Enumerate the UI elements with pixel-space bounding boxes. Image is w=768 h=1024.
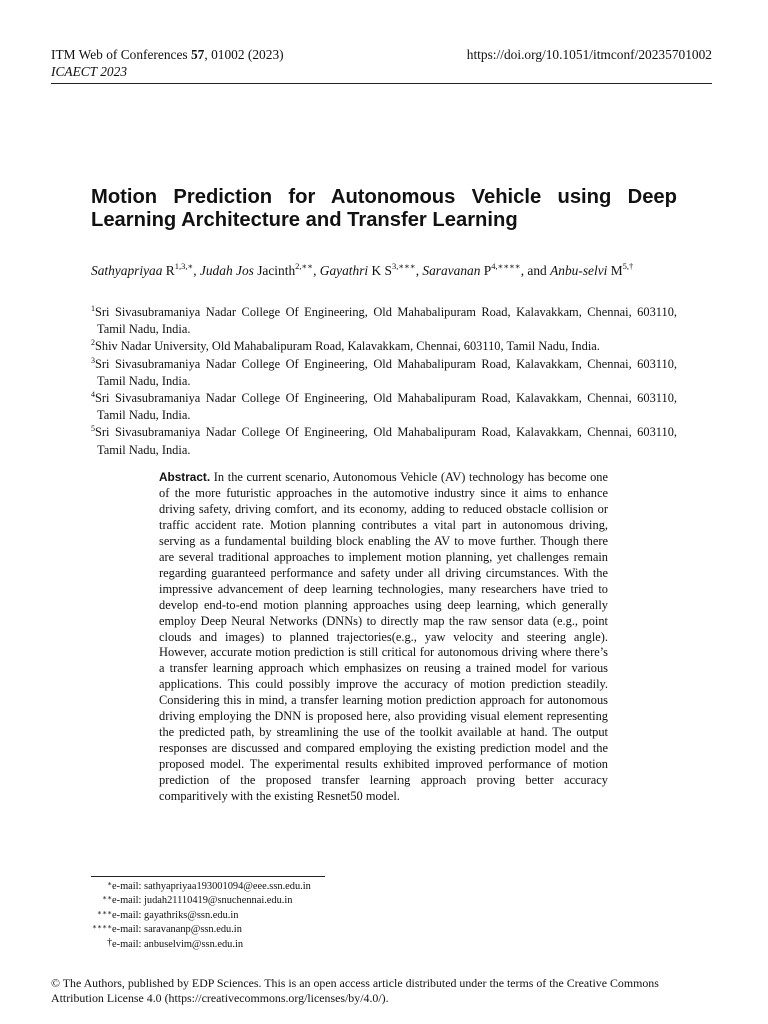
affiliation-item (91, 338, 677, 355)
footnote-item (91, 880, 311, 894)
license-notice: © The Authors, published by EDP Sciences. This is an open access article distributed under the terms of the Creative Commons Attribution License 4.0 (https://creativecommons.org/licenses/by/4.0/). (51, 976, 659, 1005)
journal-issue: , 01002 (2023) (204, 47, 284, 62)
journal-name: ITM Web of Conferences (51, 47, 191, 62)
footnote-list (91, 880, 311, 952)
author-4-family: P (480, 263, 492, 278)
footnote-item (91, 923, 311, 937)
author-separator: , (313, 263, 320, 278)
author-3-marks: 3,∗∗∗ (391, 261, 416, 271)
affiliation-number: 5 (91, 424, 95, 434)
affiliation-item (91, 304, 677, 338)
author-2-given: Judah Jos (199, 263, 254, 278)
footnote-item (91, 938, 311, 952)
author-3-family: K S (368, 263, 392, 278)
affiliation-item (91, 356, 677, 390)
journal-citation (51, 46, 284, 63)
author-4-given: Saravanan (422, 263, 481, 278)
footnote-mark: ∗∗ (101, 893, 112, 903)
footnote-email[interactable]: e-mail: judah21110419@snuchennai.edu.in (112, 895, 293, 907)
doi-link[interactable]: https://doi.org/10.1051/itmconf/20235701002 (466, 47, 712, 62)
affiliation-text: Shiv Nadar University, Old Mahabalipuram Road, Kalavakkam, Chennai, 603110, Tamil Nadu, India. (95, 339, 600, 354)
footnote-mark: ∗ (106, 879, 112, 888)
running-header (51, 46, 712, 80)
author-3-given: Gayathri (319, 263, 369, 278)
conference-name: ICAECT 2023 (51, 64, 128, 79)
affiliation-number: 2 (91, 338, 95, 348)
author-1-marks: 1,3,∗ (174, 261, 194, 271)
footnote-mark: ∗∗∗∗ (91, 922, 112, 932)
abstract-label: Abstract. (159, 470, 211, 484)
affiliation-text: Sri Sivasubramaniya Nadar College Of Engineering, Old Mahabalipuram Road, Kalavakkam, Chennai, 603110, Tamil Nadu, India. (95, 305, 677, 337)
author-2-marks: 2,∗∗ (295, 261, 314, 271)
affiliation-text: Sri Sivasubramaniya Nadar College Of Engineering, Old Mahabalipuram Road, Kalavakkam, Chennai, 603110, Tamil Nadu, India. (95, 425, 677, 457)
author-2-family: Jacinth (253, 263, 296, 278)
paper-title: Motion Prediction for Autonomous Vehicle using Deep Learning Architecture and Transfer Learning (91, 186, 677, 231)
footnote-email[interactable]: e-mail: gayathriks@ssn.edu.in (112, 909, 239, 921)
affiliation-number: 1 (91, 304, 95, 313)
footnote-rule (91, 876, 325, 877)
affiliation-item (91, 424, 677, 458)
footnote-item (91, 909, 311, 923)
author-5-given: Anbu-selvi (550, 263, 608, 278)
author-1-family: R (162, 263, 175, 278)
abstract-text: In the current scenario, Autonomous Vehicle (AV) technology has become one of the more futuristic approaches in the automotive industry since it aims to enhance driving safety, driving comfort, and its economy, adding to reduced obstacle collision or traffic accident rate. Motion planning contributes a vital part in autonomous driving, serving as a fundamental building block enabling the AV to move further. Though there are several traditional approaches to implement motion planning, yet challenges remain regarding guaranteed performance and safety under all driving circumstances. With the impressive advancement of deep learning technologies, many researchers have tried to develop end-to-end motion planning approaches using deep learning, which generally employ Deep Neural Networks (DNNs) to directly map the raw sensor data (e.g., point clouds and images) to planned trajectories(e.g., yaw velocity and steering angle). However, accurate motion prediction is still critical for autonomous driving where there’s a transfer learning approach which emphasizes on reusing a trained model for various applications. This could possibly improve the accuracy of motion prediction steadily. Considering this in mind, a transfer learning motion prediction approach for autonomous driving employing the DNN is proposed here, also providing visual element representing the predicted path, by streamlining the use of the toolkit available at hand. The output responses are discussed and compared employing the existing prediction model and the proposed model. The experimental results exhibited improved performance of motion prediction of the proposed transfer learning approach proving better accuracy comparitively with the existing Resnet50 model. (159, 470, 608, 804)
affiliation-number: 3 (91, 355, 95, 365)
author-1-given: Sathyapriyaa (91, 263, 163, 278)
footnote-email[interactable]: e-mail: saravananp@ssn.edu.in (112, 924, 242, 936)
author-5-marks: 5,† (622, 261, 634, 271)
header-rule (51, 83, 712, 84)
author-separator: , (193, 263, 200, 278)
footnote-mark: † (107, 936, 112, 948)
abstract (159, 470, 608, 805)
author-5-family: M (607, 263, 623, 278)
footnote-email[interactable]: e-mail: sathyapriyaa193001094@eee.ssn.edu.in (112, 881, 311, 892)
affiliation-text: Sri Sivasubramaniya Nadar College Of Engineering, Old Mahabalipuram Road, Kalavakkam, Chennai, 603110, Tamil Nadu, India. (95, 356, 677, 388)
affiliation-item (91, 390, 677, 424)
affiliation-number: 4 (91, 390, 95, 400)
author-separator: , (415, 263, 423, 278)
footnote-email[interactable]: e-mail: anbuselvim@ssn.edu.in (112, 938, 244, 950)
author-separator: , and (520, 263, 551, 278)
author-list (91, 262, 677, 279)
affiliation-list (91, 304, 677, 459)
footnote-item (91, 894, 311, 908)
journal-volume: 57 (190, 47, 205, 62)
author-4-marks: 4,∗∗∗∗ (491, 261, 521, 271)
footnote-mark: ∗∗∗ (96, 907, 112, 917)
affiliation-text: Sri Sivasubramaniya Nadar College Of Engineering, Old Mahabalipuram Road, Kalavakkam, Chennai, 603110, Tamil Nadu, India. (95, 391, 677, 423)
